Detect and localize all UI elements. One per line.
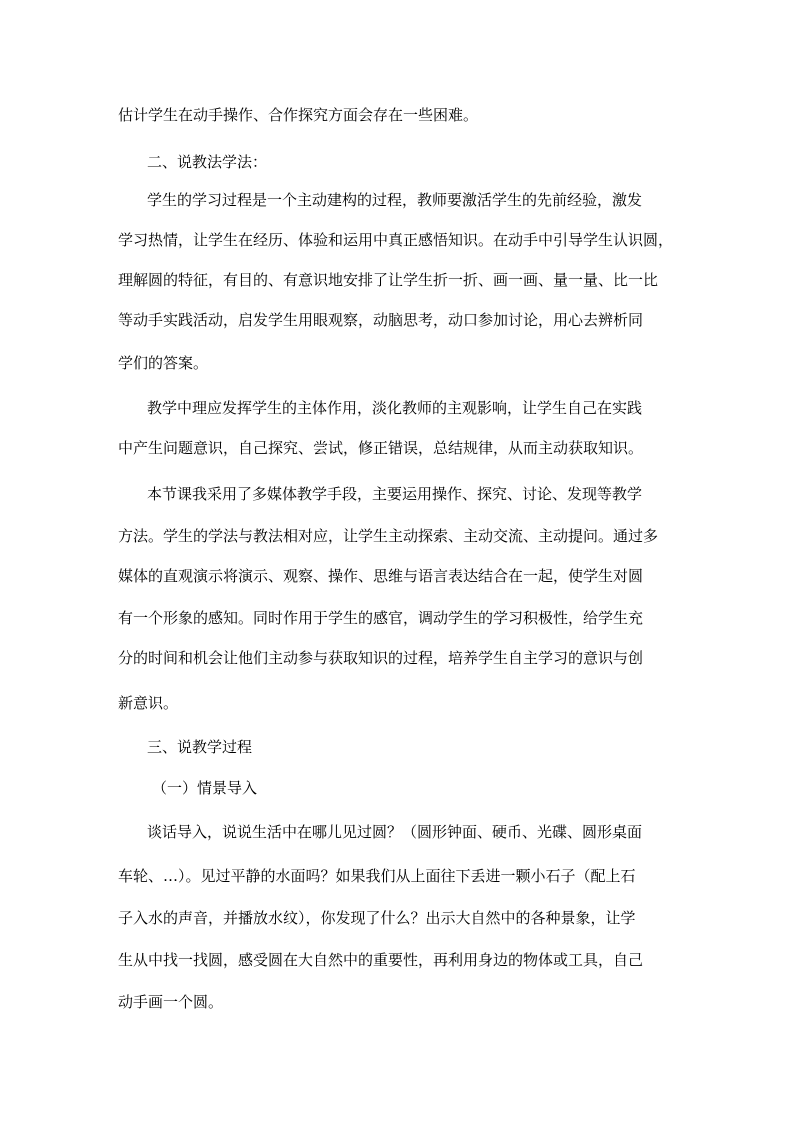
paragraph-line-20: 子入水的声音，并播放水纹），你发现了什么？出示大自然中的各种景象，让学 (118, 909, 636, 927)
paragraph-line-5: 理解圆的特征，有目的、有意识地安排了让学生折一折、画一画、量一量、比一比 (118, 271, 659, 289)
section-heading-teaching-process: 三、说教学过程 (147, 738, 253, 756)
paragraph-line-12: 媒体的直观演示将演示、观察、操作、思维与语言表达结合在一起，使学生对圆 (118, 567, 644, 585)
subsection-heading-scene-intro: （一）情景导入 (152, 779, 258, 797)
section-heading-teaching-methods: 二、说教法学法： (147, 153, 268, 171)
paragraph-line-10: 本节课我采用了多媒体教学手段，主要运用操作、探究、讨论、发现等教学 (147, 485, 643, 503)
paragraph-line-13: 有一个形象的感知。同时作用于学生的感官，调动学生的学习积极性，给学生充 (118, 609, 644, 627)
paragraph-line-6: 等动手实践活动，启发学生用眼观察，动脑思考，动口参加讨论，用心去辨析同 (118, 311, 644, 329)
paragraph-line-7: 学们的答案。 (118, 354, 209, 372)
paragraph-line-4: 学习热情，让学生在经历、体验和运用中真正感悟知识。在动手中引导学生认识圆， (118, 231, 674, 249)
paragraph-line-21: 生从中找一找圆，感受圆在大自然中的重要性，再利用身边的物体或工具，自己 (118, 951, 644, 969)
paragraph-line-3: 学生的学习过程是一个主动建构的过程，教师要激活学生的先前经验，激发 (147, 191, 643, 209)
paragraph-line-9: 中产生问题意识，自己探究、尝试，修正错误，总结规律，从而主动获取知识。 (118, 439, 644, 457)
paragraph-line-8: 教学中理应发挥学生的主体作用，淡化教师的主观影响，让学生自己在实践 (147, 399, 643, 417)
paragraph-line-14: 分的时间和机会让他们主动参与获取知识的过程，培养学生自主学习的意识与创 (118, 649, 644, 667)
paragraph-line-22: 动手画一个圆。 (118, 993, 224, 1011)
paragraph-line-15: 新意识。 (118, 694, 179, 712)
paragraph-line-1: 估计学生在动手操作、合作探究方面会存在一些困难。 (118, 106, 479, 124)
paragraph-line-19: 车轮、…）。见过平静的水面吗？如果我们从上面往下丢进一颗小石子（配上石 (118, 867, 636, 885)
paragraph-line-18: 谈话导入，说说生活中在哪儿见过圆？（圆形钟面、硬币、光碟、圆形桌面 (147, 823, 643, 841)
paragraph-line-11: 方法。学生的学法与教法相对应，让学生主动探索、主动交流、主动提问。通过多 (118, 527, 659, 545)
